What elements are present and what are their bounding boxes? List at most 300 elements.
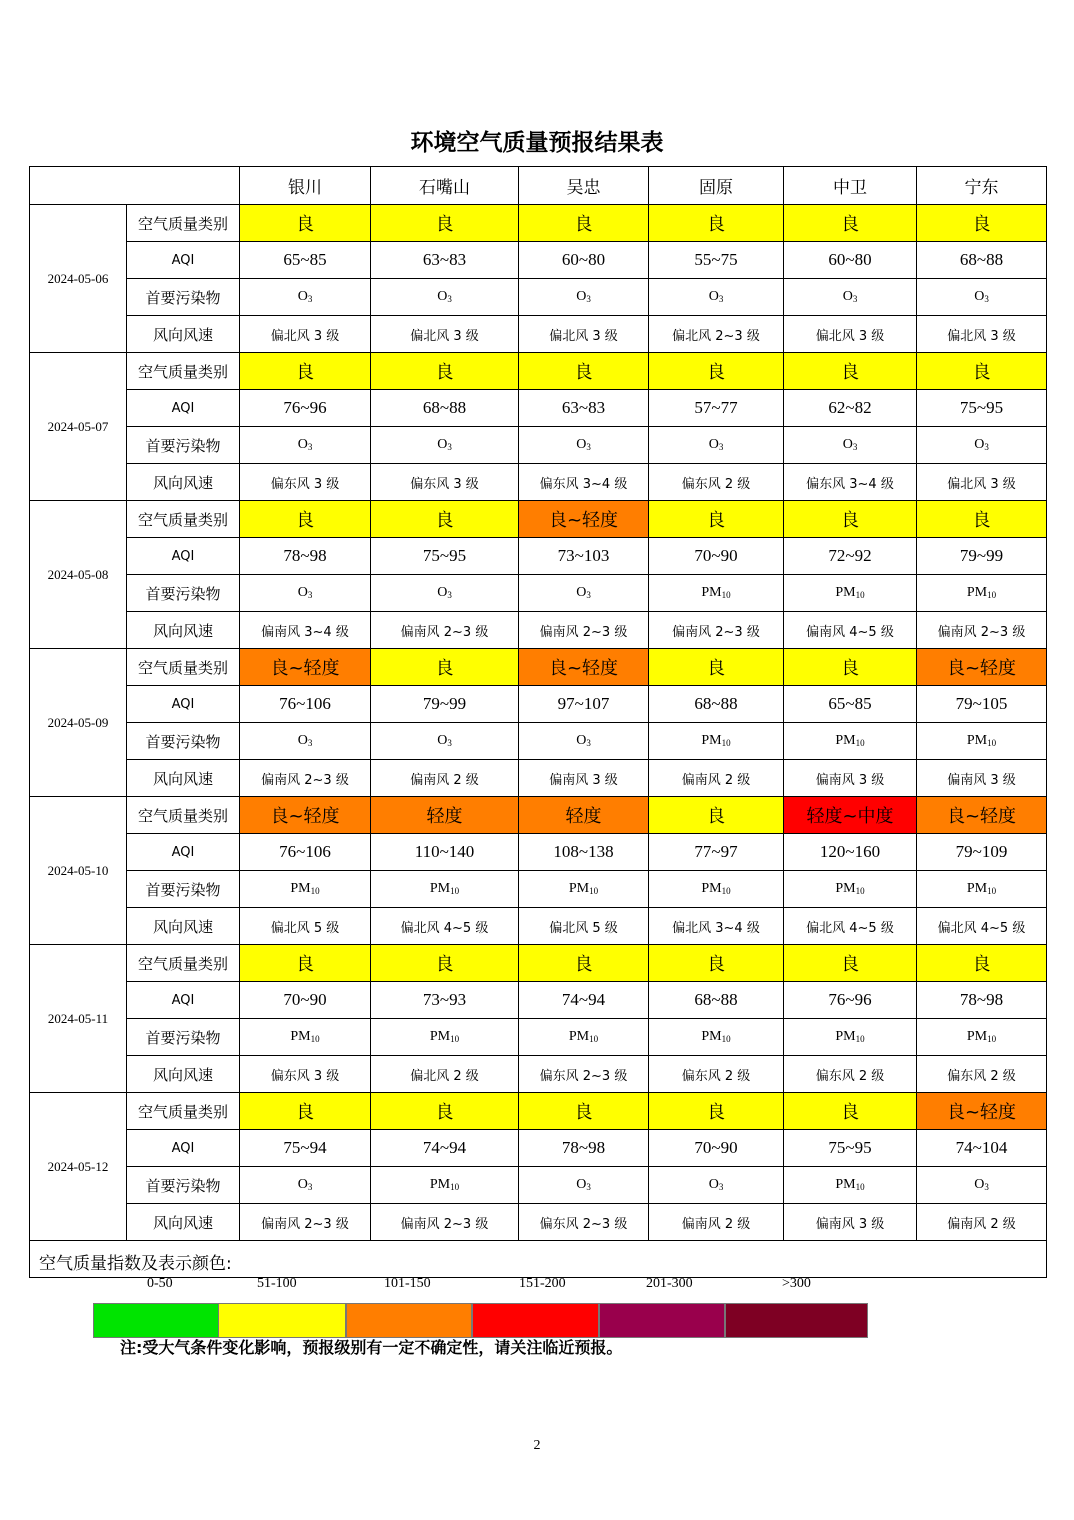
wind-cell: 偏南风 2~3 级 xyxy=(240,760,371,797)
wind-cell: 偏南风 3 级 xyxy=(784,760,917,797)
aqi-cell: 65~85 xyxy=(240,242,371,279)
wind-cell: 偏北风 3 级 xyxy=(519,316,649,353)
pollutant-cell xyxy=(240,279,371,316)
category-cell: 良 xyxy=(371,501,519,538)
pollutant-cell xyxy=(917,1019,1047,1056)
aqi-cell: 73~93 xyxy=(371,982,519,1019)
pollutant-cell xyxy=(784,1019,917,1056)
category-cell: 良 xyxy=(649,205,784,242)
wind-cell: 偏北风 4~5 级 xyxy=(784,908,917,945)
legend-range-label: >300 xyxy=(782,1276,811,1291)
row-label: 空气质量类别 xyxy=(127,649,240,686)
pollutant-cell xyxy=(371,871,519,908)
row-label: AQI xyxy=(127,686,240,723)
pollutant-subscript: 10 xyxy=(310,1034,320,1044)
legend-title: 空气质量指数及表示颜色: xyxy=(39,1254,232,1274)
aqi-cell: 120~160 xyxy=(784,834,917,871)
legend-color-swatch xyxy=(725,1303,868,1338)
legend-range-label: 0-50 xyxy=(147,1276,173,1291)
pollutant-cell xyxy=(784,279,917,316)
corner-cell xyxy=(30,167,240,205)
aqi-cell: 75~94 xyxy=(240,1130,371,1167)
table-row xyxy=(30,723,1047,760)
pollutant-base: O xyxy=(437,289,448,304)
table-row xyxy=(30,205,1047,242)
pollutant-subscript: 10 xyxy=(855,1034,865,1044)
pollutant-base: O xyxy=(297,733,308,748)
category-cell: 良 xyxy=(371,353,519,390)
pollutant-base: PM xyxy=(290,881,311,896)
category-cell: 良 xyxy=(649,353,784,390)
aqi-cell: 79~105 xyxy=(917,686,1047,723)
pollutant-subscript: 3 xyxy=(586,1182,591,1192)
aqi-cell: 75~95 xyxy=(917,390,1047,427)
pollutant-cell xyxy=(649,1167,784,1204)
table-row xyxy=(30,760,1047,797)
aqi-cell: 75~95 xyxy=(784,1130,917,1167)
city-header: 吴忠 xyxy=(519,167,649,205)
pollutant-cell xyxy=(784,427,917,464)
pollutant-subscript: 3 xyxy=(852,442,858,452)
category-cell: 良 xyxy=(371,649,519,686)
wind-cell: 偏南风 2~3 级 xyxy=(649,612,784,649)
pollutant-cell xyxy=(917,575,1047,612)
aqi-cell: 78~98 xyxy=(240,538,371,575)
category-cell: 良 xyxy=(784,1093,917,1130)
date-cell: 2024-05-07 xyxy=(30,353,127,501)
pollutant-cell xyxy=(519,723,649,760)
legend-range-label: 201-300 xyxy=(646,1276,693,1291)
table-row xyxy=(30,1167,1047,1204)
pollutant-base: PM xyxy=(835,585,856,600)
table-row xyxy=(30,1019,1047,1056)
pollutant-base: PM xyxy=(429,1029,451,1044)
aqi-cell: 70~90 xyxy=(240,982,371,1019)
category-cell: 良 xyxy=(649,501,784,538)
table-row xyxy=(30,982,1047,1019)
wind-cell: 偏东风 3 级 xyxy=(240,464,371,501)
row-label: 空气质量类别 xyxy=(127,797,240,834)
pollutant-subscript: 3 xyxy=(307,590,313,600)
legend-color-swatch xyxy=(472,1303,599,1338)
pollutant-subscript: 10 xyxy=(589,1034,599,1044)
wind-cell: 偏南风 3 级 xyxy=(519,760,649,797)
pollutant-subscript: 3 xyxy=(447,590,452,600)
pollutant-subscript: 3 xyxy=(984,1182,989,1192)
category-cell: 良 xyxy=(371,205,519,242)
category-cell: 良 xyxy=(917,353,1047,390)
pollutant-base: O xyxy=(708,289,719,304)
pollutant-base: O xyxy=(297,437,308,452)
pollutant-base: O xyxy=(974,289,985,304)
pollutant-cell xyxy=(240,723,371,760)
pollutant-subscript: 3 xyxy=(307,294,313,304)
category-cell: 良 xyxy=(240,501,371,538)
pollutant-base: O xyxy=(297,1177,308,1192)
pollutant-cell xyxy=(649,427,784,464)
pollutant-cell xyxy=(240,1019,371,1056)
category-cell: 良~轻度 xyxy=(519,501,649,538)
wind-cell: 偏南风 2 级 xyxy=(649,1204,784,1241)
pollutant-cell xyxy=(649,1019,784,1056)
category-cell: 良 xyxy=(784,649,917,686)
pollutant-cell xyxy=(649,723,784,760)
row-label: AQI xyxy=(127,982,240,1019)
wind-cell: 偏南风 2~3 级 xyxy=(371,1204,519,1241)
pollutant-subscript: 10 xyxy=(855,886,865,896)
legend-color-swatch xyxy=(218,1303,346,1338)
pollutant-cell xyxy=(371,427,519,464)
pollutant-subscript: 3 xyxy=(307,1182,313,1192)
table-row xyxy=(30,316,1047,353)
date-cell: 2024-05-11 xyxy=(30,945,127,1093)
table-row xyxy=(30,464,1047,501)
table-row xyxy=(30,1093,1047,1130)
wind-cell: 偏北风 3 级 xyxy=(917,316,1047,353)
pollutant-base: PM xyxy=(966,733,988,748)
pollutant-base: PM xyxy=(568,1029,590,1044)
wind-cell: 偏南风 4~5 级 xyxy=(784,612,917,649)
row-label: AQI xyxy=(127,390,240,427)
category-cell: 良 xyxy=(371,945,519,982)
pollutant-cell xyxy=(649,871,784,908)
pollutant-cell xyxy=(519,279,649,316)
wind-cell: 偏南风 3~4 级 xyxy=(240,612,371,649)
legend-range-label: 151-200 xyxy=(519,1276,566,1291)
category-cell: 良 xyxy=(240,205,371,242)
pollutant-cell xyxy=(519,1167,649,1204)
wind-cell: 偏北风 3 级 xyxy=(917,464,1047,501)
wind-cell: 偏北风 5 级 xyxy=(240,908,371,945)
table-row xyxy=(30,353,1047,390)
pollutant-base: PM xyxy=(835,1029,856,1044)
pollutant-subscript: 10 xyxy=(987,738,997,748)
pollutant-cell xyxy=(649,279,784,316)
pollutant-cell xyxy=(519,871,649,908)
table-row xyxy=(30,1056,1047,1093)
pollutant-base: PM xyxy=(966,881,988,896)
table-row xyxy=(30,649,1047,686)
date-cell: 2024-05-12 xyxy=(30,1093,127,1241)
aqi-cell: 68~88 xyxy=(649,982,784,1019)
aqi-cell: 65~85 xyxy=(784,686,917,723)
category-cell: 良~轻度 xyxy=(917,797,1047,834)
table-row xyxy=(30,390,1047,427)
category-cell: 良 xyxy=(371,1093,519,1130)
pollutant-subscript: 10 xyxy=(855,1182,865,1192)
wind-cell: 偏北风 3 级 xyxy=(784,316,917,353)
pollutant-subscript: 3 xyxy=(586,738,591,748)
table-row xyxy=(30,427,1047,464)
pollutant-cell xyxy=(371,575,519,612)
pollutant-cell xyxy=(519,1019,649,1056)
row-label: 首要污染物 xyxy=(127,1167,240,1204)
pollutant-base: O xyxy=(842,289,853,304)
category-cell: 良~轻度 xyxy=(917,1093,1047,1130)
pollutant-cell xyxy=(240,427,371,464)
table-row xyxy=(30,834,1047,871)
aqi-cell: 79~99 xyxy=(371,686,519,723)
aqi-cell: 68~88 xyxy=(917,242,1047,279)
category-cell: 良 xyxy=(240,353,371,390)
aqi-cell: 72~92 xyxy=(784,538,917,575)
forecast-note: 注:受大气条件变化影响，预报级别有一定不确定性，请关注临近预报。 xyxy=(120,1338,623,1357)
pollutant-cell xyxy=(917,427,1047,464)
table-row xyxy=(30,575,1047,612)
wind-cell: 偏南风 2 级 xyxy=(649,760,784,797)
pollutant-subscript: 3 xyxy=(307,442,313,452)
row-label: 风向风速 xyxy=(127,612,240,649)
aqi-cell: 76~106 xyxy=(240,686,371,723)
aqi-cell: 57~77 xyxy=(649,390,784,427)
legend xyxy=(30,1241,1047,1291)
city-header: 固原 xyxy=(649,167,784,205)
row-label: 风向风速 xyxy=(127,760,240,797)
wind-cell: 偏北风 2~3 级 xyxy=(649,316,784,353)
pollutant-cell xyxy=(519,427,649,464)
pollutant-subscript: 10 xyxy=(987,886,997,896)
page-number: 2 xyxy=(533,1438,541,1453)
pollutant-subscript: 3 xyxy=(586,294,591,304)
pollutant-cell xyxy=(240,1167,371,1204)
legend-color-swatch xyxy=(346,1303,472,1338)
aqi-cell: 97~107 xyxy=(519,686,649,723)
row-label: AQI xyxy=(127,538,240,575)
aqi-cell: 68~88 xyxy=(649,686,784,723)
row-label: 风向风速 xyxy=(127,908,240,945)
pollutant-base: O xyxy=(437,733,448,748)
pollutant-base: PM xyxy=(966,585,988,600)
aqi-cell: 77~97 xyxy=(649,834,784,871)
legend-range-label: 51-100 xyxy=(257,1276,297,1291)
aqi-cell: 75~95 xyxy=(371,538,519,575)
pollutant-cell xyxy=(784,1167,917,1204)
wind-cell: 偏南风 3 级 xyxy=(917,760,1047,797)
pollutant-subscript: 3 xyxy=(447,294,452,304)
wind-cell: 偏南风 3 级 xyxy=(784,1204,917,1241)
pollutant-cell xyxy=(371,279,519,316)
row-label: 首要污染物 xyxy=(127,871,240,908)
category-cell: 良 xyxy=(917,205,1047,242)
aqi-cell: 68~88 xyxy=(371,390,519,427)
table-row xyxy=(30,871,1047,908)
wind-cell: 偏东风 3 级 xyxy=(371,464,519,501)
aqi-cell: 79~109 xyxy=(917,834,1047,871)
category-cell: 良~轻度 xyxy=(917,649,1047,686)
aqi-cell: 63~83 xyxy=(371,242,519,279)
aqi-cell: 76~96 xyxy=(784,982,917,1019)
pollutant-subscript: 3 xyxy=(447,738,452,748)
aqi-cell: 74~104 xyxy=(917,1130,1047,1167)
wind-cell: 偏东风 2 级 xyxy=(649,1056,784,1093)
pollutant-base: PM xyxy=(701,1029,722,1044)
category-cell: 良 xyxy=(519,1093,649,1130)
row-label: 空气质量类别 xyxy=(127,501,240,538)
pollutant-subscript: 3 xyxy=(586,442,591,452)
row-label: AQI xyxy=(127,834,240,871)
pollutant-subscript: 10 xyxy=(450,1034,460,1044)
row-label: 风向风速 xyxy=(127,464,240,501)
pollutant-base: PM xyxy=(701,733,722,748)
date-cell: 2024-05-08 xyxy=(30,501,127,649)
pollutant-cell xyxy=(784,575,917,612)
date-cell: 2024-05-10 xyxy=(30,797,127,945)
pollutant-base: O xyxy=(576,733,587,748)
aqi-cell: 63~83 xyxy=(519,390,649,427)
aqi-cell: 70~90 xyxy=(649,538,784,575)
pollutant-base: PM xyxy=(701,881,722,896)
date-cell: 2024-05-09 xyxy=(30,649,127,797)
pollutant-base: O xyxy=(576,289,587,304)
wind-cell: 偏北风 3 级 xyxy=(371,316,519,353)
pollutant-cell xyxy=(240,575,371,612)
pollutant-cell xyxy=(784,723,917,760)
table-row xyxy=(30,908,1047,945)
pollutant-base: PM xyxy=(568,881,590,896)
page-title: 环境空气质量预报结果表 xyxy=(410,130,664,156)
pollutant-cell xyxy=(917,871,1047,908)
pollutant-base: PM xyxy=(835,1177,856,1192)
aqi-cell: 110~140 xyxy=(371,834,519,871)
forecast-table xyxy=(29,166,1047,1291)
table-row xyxy=(30,1204,1047,1241)
wind-cell: 偏南风 2 级 xyxy=(917,1204,1047,1241)
aqi-cell: 74~94 xyxy=(519,982,649,1019)
pollutant-subscript: 3 xyxy=(984,294,989,304)
category-cell: 良 xyxy=(784,353,917,390)
row-label: 首要污染物 xyxy=(127,575,240,612)
wind-cell: 偏南风 2~3 级 xyxy=(240,1204,371,1241)
pollutant-base: PM xyxy=(835,733,856,748)
category-cell: 轻度 xyxy=(371,797,519,834)
pollutant-subscript: 10 xyxy=(855,738,865,748)
wind-cell: 偏东风 2 级 xyxy=(784,1056,917,1093)
table-row xyxy=(30,1130,1047,1167)
category-cell: 良 xyxy=(649,1093,784,1130)
pollutant-cell xyxy=(371,1019,519,1056)
pollutant-base: PM xyxy=(429,881,451,896)
legend-row xyxy=(30,1241,1047,1278)
aqi-cell: 79~99 xyxy=(917,538,1047,575)
pollutant-subscript: 10 xyxy=(721,590,731,600)
pollutant-base: O xyxy=(297,585,308,600)
category-cell: 良 xyxy=(784,945,917,982)
row-label: 首要污染物 xyxy=(127,427,240,464)
pollutant-base: PM xyxy=(835,881,856,896)
pollutant-base: O xyxy=(576,437,587,452)
category-cell: 良 xyxy=(519,205,649,242)
wind-cell: 偏东风 2~3 级 xyxy=(519,1056,649,1093)
pollutant-base: PM xyxy=(966,1029,988,1044)
category-cell: 良 xyxy=(649,797,784,834)
aqi-cell: 78~98 xyxy=(917,982,1047,1019)
pollutant-subscript: 10 xyxy=(310,886,320,896)
row-label: AQI xyxy=(127,242,240,279)
legend-color-swatch xyxy=(599,1303,725,1338)
pollutant-subscript: 3 xyxy=(852,294,858,304)
row-label: AQI xyxy=(127,1130,240,1167)
pollutant-cell xyxy=(784,871,917,908)
pollutant-subscript: 3 xyxy=(718,294,724,304)
pollutant-base: PM xyxy=(701,585,722,600)
category-cell: 轻度~中度 xyxy=(784,797,917,834)
pollutant-base: O xyxy=(437,585,448,600)
pollutant-cell xyxy=(917,723,1047,760)
table-row xyxy=(30,686,1047,723)
table-row xyxy=(30,279,1047,316)
table-row xyxy=(30,797,1047,834)
city-header: 银川 xyxy=(240,167,371,205)
row-label: 首要污染物 xyxy=(127,279,240,316)
category-cell: 轻度 xyxy=(519,797,649,834)
legend-range-label: 101-150 xyxy=(384,1276,431,1291)
aqi-cell: 60~80 xyxy=(784,242,917,279)
pollutant-cell xyxy=(649,575,784,612)
pollutant-base: O xyxy=(708,1177,719,1192)
pollutant-subscript: 10 xyxy=(721,1034,731,1044)
wind-cell: 偏南风 2~3 级 xyxy=(519,612,649,649)
wind-cell: 偏东风 2 级 xyxy=(649,464,784,501)
aqi-cell: 73~103 xyxy=(519,538,649,575)
wind-cell: 偏北风 2 级 xyxy=(371,1056,519,1093)
row-label: 空气质量类别 xyxy=(127,945,240,982)
wind-cell: 偏东风 3 级 xyxy=(240,1056,371,1093)
pollutant-base: O xyxy=(576,1177,587,1192)
category-cell: 良 xyxy=(519,353,649,390)
category-cell: 良 xyxy=(240,1093,371,1130)
aqi-cell: 60~80 xyxy=(519,242,649,279)
date-cell: 2024-05-06 xyxy=(30,205,127,353)
aqi-cell: 108~138 xyxy=(519,834,649,871)
pollutant-cell xyxy=(371,723,519,760)
category-cell: 良 xyxy=(519,945,649,982)
pollutant-base: O xyxy=(708,437,719,452)
pollutant-subscript: 3 xyxy=(718,1182,724,1192)
category-cell: 良 xyxy=(917,945,1047,982)
pollutant-base: O xyxy=(576,585,587,600)
pollutant-cell xyxy=(371,1167,519,1204)
row-label: 首要污染物 xyxy=(127,1019,240,1056)
pollutant-cell xyxy=(240,871,371,908)
wind-cell: 偏北风 5 级 xyxy=(519,908,649,945)
category-cell: 良 xyxy=(917,501,1047,538)
wind-cell: 偏南风 2 级 xyxy=(371,760,519,797)
pollutant-base: PM xyxy=(290,1029,311,1044)
table-row xyxy=(30,538,1047,575)
category-cell: 良~轻度 xyxy=(240,649,371,686)
category-cell: 良 xyxy=(784,501,917,538)
wind-cell: 偏北风 4~5 级 xyxy=(917,908,1047,945)
category-cell: 良 xyxy=(649,649,784,686)
pollutant-cell xyxy=(917,279,1047,316)
row-label: 空气质量类别 xyxy=(127,353,240,390)
row-label: 空气质量类别 xyxy=(127,205,240,242)
wind-cell: 偏北风 3~4 级 xyxy=(649,908,784,945)
legend-color-swatch xyxy=(93,1303,219,1338)
pollutant-subscript: 3 xyxy=(447,442,452,452)
category-cell: 良 xyxy=(649,945,784,982)
row-label: 风向风速 xyxy=(127,316,240,353)
pollutant-subscript: 3 xyxy=(984,442,989,452)
pollutant-base: O xyxy=(974,1177,985,1192)
pollutant-subscript: 10 xyxy=(987,590,997,600)
category-cell: 良~轻度 xyxy=(519,649,649,686)
aqi-cell: 76~106 xyxy=(240,834,371,871)
table-row xyxy=(30,501,1047,538)
pollutant-base: PM xyxy=(429,1177,451,1192)
pollutant-base: O xyxy=(974,437,985,452)
wind-cell: 偏南风 2~3 级 xyxy=(371,612,519,649)
